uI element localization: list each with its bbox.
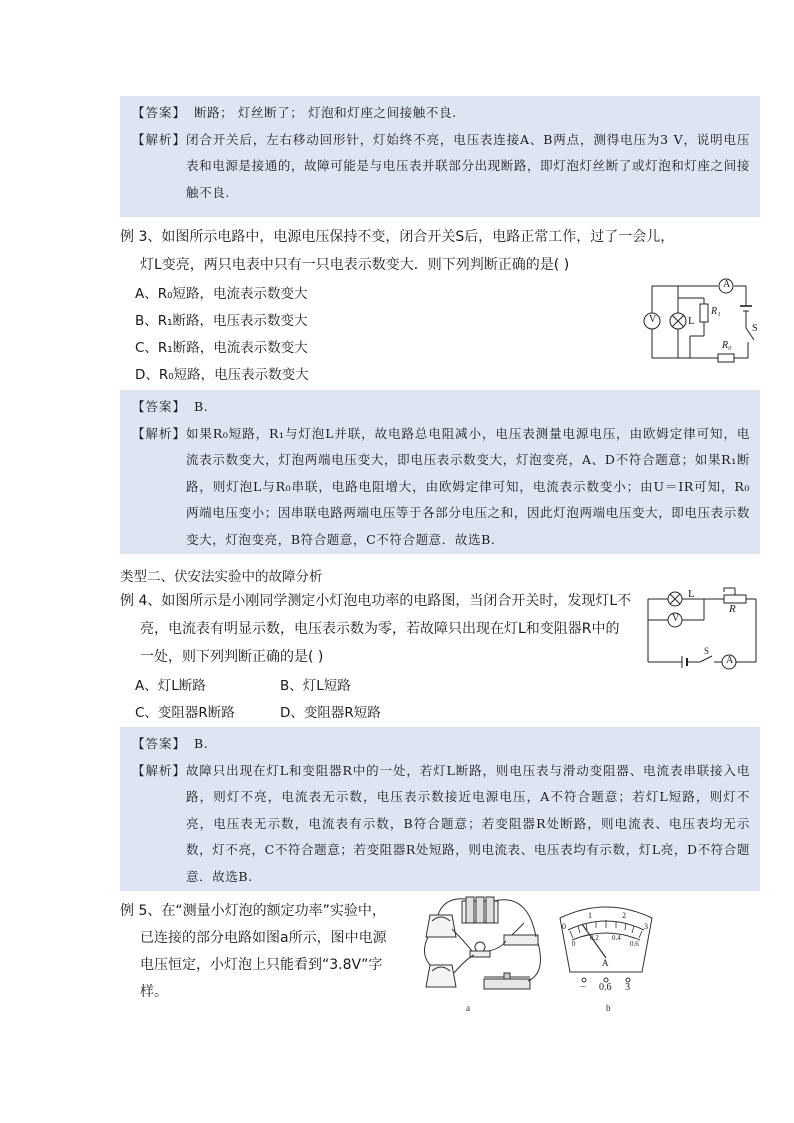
scale-bottom-3: 0.6 [630, 940, 639, 948]
answer-row [132, 731, 750, 758]
example-4-line-3: 一处，则下列判断正确的是( ) [140, 649, 324, 665]
example-4-line-1: 例 4、如图所示是小刚同学测定小灯泡电功率的电路图，当闭合开关时，发现灯L不 [120, 593, 632, 609]
voltmeter-label: V [672, 613, 680, 624]
scale-bottom-1: 0.2 [590, 934, 599, 942]
r-label: R [729, 603, 736, 615]
analysis-text: 如果R₀短路，R₁与灯泡L并联，故电路总电阻减小，电压表测量电源电压，由欧姆定律可知，电流表示数变大，灯泡两端电压变大，即电压表示数变大，灯泡变亮，A、D不符合题意；如果R₁断路，则灯泡L与R₀串联，电路电阻增大，由欧姆定律可知，电流表示数变小；由U＝IR可知，R₀两端电压变小；因串联电路两端电压等于各部分电压之和，因此灯泡两端电压变大，即电压表示数变大，灯泡变亮，B符合题意，C不符合题意．故选B. [186, 425, 751, 547]
analysis-tag: 【解析】 [132, 762, 187, 778]
analysis-row [132, 127, 750, 207]
voltmeter-label: V [649, 314, 657, 325]
scale-bottom-0: 0 [572, 940, 576, 948]
answer-tag: 【答案】 [132, 736, 187, 751]
answer-box-2 [120, 390, 760, 554]
r1-label: R₁ [711, 306, 721, 317]
circuit-diagram-4 [644, 586, 764, 670]
analysis-tag: 【解析】 [132, 425, 187, 441]
lamp-label: L [688, 588, 695, 600]
answer-box-3 [120, 727, 760, 891]
scale-top-1: 1 [588, 911, 592, 920]
example-3-line-1: 例 3、如图所示电路中，电源电压保持不变，闭合开关S后，电路正常工作，过了一会儿， [120, 229, 675, 245]
option-a: A、灯L断路 [135, 678, 206, 694]
apparatus-figure-a [418, 893, 548, 1015]
analysis-row [132, 421, 750, 554]
analysis-text: 故障只出现在灯L和变阻器R中的一处，若灯L断路，则电压表与滑动变阻器、电流表串联接入电路，则灯不亮，电流表无示数，电压表示数接近电源电压，A不符合题意；若灯L短路，则灯不亮，电压表无示数，电流表有示数，B符合题意；若变阻器R处断路，则电流表、电压表均无示数，灯不亮，C不符合题意；若变阻器R处短路，则电流表、电压表均有示数，灯L亮，D不符合题意．故选B. [186, 762, 750, 884]
answer-tag: 【答案】 [132, 105, 187, 120]
analysis-tag: 【解析】 [132, 131, 187, 147]
ammeter-label: A [726, 655, 734, 666]
example-5-line-3: 电压恒定，小灯泡上只能看到“3.8V”字 [140, 957, 383, 973]
figure-a-caption: a [466, 1003, 470, 1013]
answer-row [132, 394, 750, 421]
option-b: B、灯L短路 [280, 678, 351, 694]
scale-top-2: 2 [622, 911, 626, 920]
switch-label: S [752, 323, 758, 334]
analysis-row [132, 758, 750, 891]
option-b: B、R₁断路，电压表示数变大 [135, 313, 308, 329]
option-d: D、R₀短路，电压表示数变大 [135, 367, 309, 383]
answer-tag: 【答案】 [132, 399, 187, 414]
example-5-line-2: 已连接的部分电路如图a所示，图中电源 [140, 930, 387, 946]
switch-label: S [704, 646, 710, 656]
example-5-line-4: 样。 [140, 984, 168, 1000]
example-3-line-2: 灯L变亮，两只电表中只有一只电表示数变大．则下列判断正确的是( ) [140, 257, 570, 273]
option-c: C、变阻器R断路 [135, 705, 235, 721]
example-4-line-2: 亮，电流表有明显示数，电压表示数为零，若故障只出现在灯L和变阻器R中的 [140, 621, 620, 637]
lamp-label: L [688, 315, 695, 327]
analysis-text: 闭合开关后，左右移动回形针，灯始终不亮，电压表连接A、B两点，测得电压为3 V，说明电压表和电源是接通的，故障可能是与电压表并联部分出现断路，即灯泡灯丝断了或灯泡和灯座之间接触不良. [186, 131, 750, 200]
example-5 [120, 900, 410, 1010]
section-heading: 类型二、伏安法实验中的故障分析 [120, 569, 323, 585]
example-5-line-1: 例 5、在“测量小灯泡的额定功率”实验中， [120, 903, 386, 919]
terminal-06: 0.6 [599, 982, 612, 993]
answer-text: 断路； 灯丝断了； 灯泡和灯座之间接触不良. [194, 105, 457, 120]
option-c: C、R₁断路，电流表示数变大 [135, 340, 308, 356]
scale-bottom-2: 0.4 [612, 934, 621, 942]
meter-figure-b [556, 900, 666, 1015]
meter-unit: A [602, 958, 609, 968]
circuit-diagram-3 [638, 276, 764, 372]
option-d: D、变阻器R短路 [280, 705, 381, 721]
answer-row [132, 100, 750, 127]
terminal-3: 3 [625, 982, 630, 993]
figure-b-caption: b [606, 1003, 611, 1013]
option-a: A、R₀短路，电流表示数变大 [135, 286, 308, 302]
answer-text: B. [194, 399, 209, 414]
r0-label: R₀ [722, 340, 732, 351]
scale-top-three: 3 [644, 922, 648, 931]
example-4 [120, 590, 640, 720]
answer-text: B. [194, 736, 209, 751]
terminal-minus: − [580, 982, 586, 993]
ammeter-label: A [723, 279, 731, 290]
scale-top-zero: 0 [562, 922, 566, 931]
answer-box-1 [120, 96, 760, 217]
